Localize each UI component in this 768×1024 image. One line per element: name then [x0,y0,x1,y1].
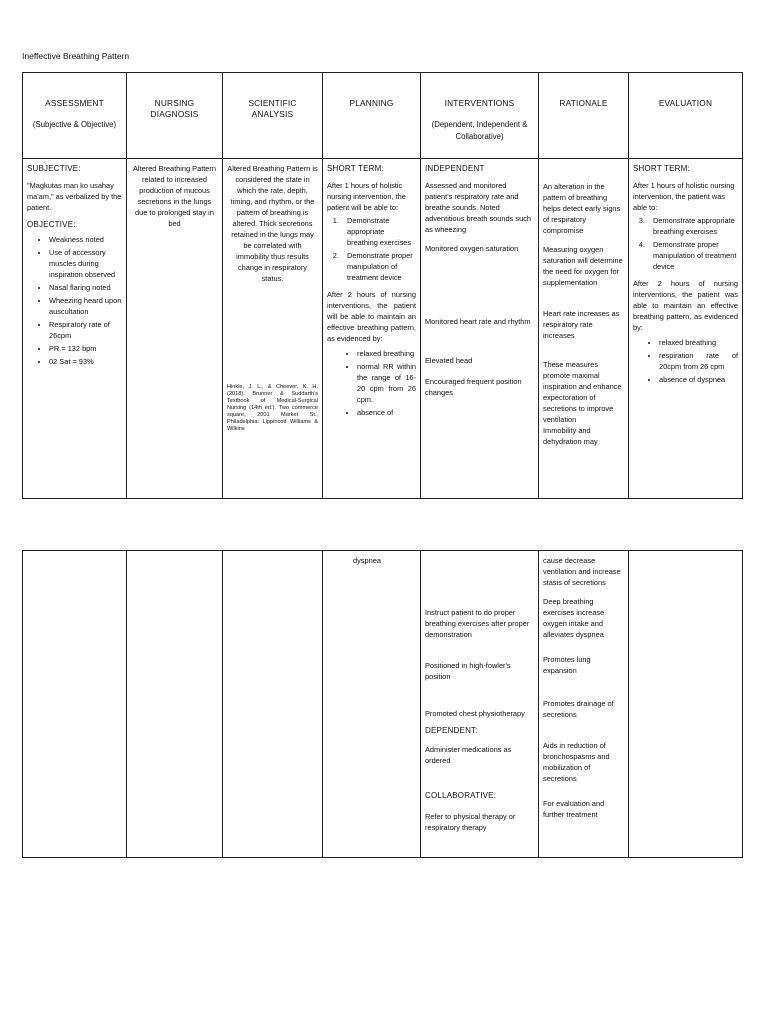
list-item: 1. Demonstrate appropriate breathing exercises [341,215,416,248]
list-item: 2. Demonstrate proper manipulation of treatment device [341,250,416,283]
rationale-item: For evaluation and further treatment [543,799,605,819]
header-planning: PLANNING [323,73,421,159]
analysis-cell [223,159,323,499]
planning-short-list [327,215,416,283]
intervention-item: Encouraged frequent position changes [425,377,522,397]
subjective-text: "Magkutas man ko usahay ma'am," as verbalized by the patient. [27,181,122,212]
planning-long-intro: After 2 hours of nursing interventions, the patient will be able to maintain an effective breathing pattern, as evidenced by: [327,290,416,343]
rationale-item: Promotes lung expansion [543,655,591,675]
planning-continued: dyspnea [353,556,381,565]
evaluation-long-intro: After 2 hours of nursing interventions, the patient was able to maintain an effective breathing pattern, as evidenced by: [633,279,738,332]
list-item: • Nasal flaring noted [49,282,122,293]
content-row [23,159,743,499]
rationale-item: These measures promote maximal inspiration and enhance expectoration of secretions to improve ventilation [543,360,622,424]
assessment-cell [23,551,127,858]
rationale-item: Measuring oxygen saturation will determine the need for oxygen for supplementation [543,245,623,287]
list-item: • absence of dyspnea [659,374,738,385]
evaluation-long-list [633,337,738,385]
care-plan-table [22,72,743,499]
intervention-item: Positioned in high-fowler's position [425,661,511,681]
intervention-item: Monitored oxygen saturation [425,244,519,253]
analysis-text: Altered Breathing Pattern is considered the state in which the rate, depth, timing, and rhythm, or the pattern of breathing is altered. Thick secretions retained in the lungs may be correlated with immobility thus results change in respiratory status. [227,164,318,283]
list-item: • PR = 132 bpm [49,343,122,354]
rationale-cell [539,551,629,858]
analysis-cell [223,551,323,858]
rationale-cell [539,159,629,499]
header-interventions: INTERVENTIONS (Dependent, Independent & Collaborative) [421,73,539,159]
rationale-item: Aids in reduction of bronchospasms and mobilization of secretions [543,741,610,783]
diagnosis-cell [127,159,223,499]
interventions-cell [421,551,539,858]
list-item: • Respiratory rate of 26cpm [49,319,122,341]
rationale-item: Heart rate increases as respiratory rate increases [543,309,620,340]
header-assessment: ASSESSMENT (Subjective & Objective) [23,73,127,159]
list-item: • Wheezing heard upon auscultation [49,295,122,317]
collaborative-label: COLLABORATIVE: [425,791,497,800]
rationale-item: cause decrease ventilation and increase stasis of secretions [543,556,621,587]
planning-cell [323,551,421,858]
content-row [23,551,743,858]
diagnosis-text: Altered Breathing Pattern related to increased production of mucous secretions in the lungs due to prolonged stay in bed [133,164,216,228]
subjective-label: SUBJECTIVE: [27,164,81,173]
rationale-item: An alteration in the pattern of breathing helps detect early signs of respiratory compromise [543,182,621,235]
planning-short-label: SHORT TERM: [327,164,384,173]
interventions-cell [421,159,539,499]
header-rationale: RATIONALE [539,73,629,159]
dependent-label: DEPENDENT: [425,726,478,735]
intervention-item: Promoted chest physiotherapy [425,709,525,718]
evaluation-short-intro: After 1 hours of holistic nursing intervention, the patient was able to: [633,181,735,212]
list-item: • respiration rate of 20cpm from 26 cpm [659,350,738,372]
intervention-item: Assessed and monitored patient's respiratory rate and breathe sounds. Noted adventitious breath sounds such as wheezing [425,181,532,234]
header-diagnosis: NURSING DIAGNOSIS [127,73,223,159]
list-item: • normal RR within the range of 16-20 cpm from 26 cpm. [357,361,416,405]
rationale-item: Deep breathing exercises increase oxygen intake and alleviates dyspnea [543,597,605,639]
diagnosis-cell [127,551,223,858]
independent-label: INDEPENDENT [425,164,485,173]
planning-cell [323,159,421,499]
rationale-item: Immobility and dehydration may [543,426,598,446]
evaluation-cell [629,159,743,499]
intervention-item: Monitored heart rate and rhythm [425,317,531,326]
intervention-item: Administer medications as ordered [425,745,512,765]
list-item: • Use of accessory muscles during inspiration observed [49,247,122,280]
header-analysis: SCIENTIFIC ANALYSIS [223,73,323,159]
evaluation-short-list [633,215,738,272]
header-row [23,73,743,159]
rationale-item: Promotes drainage of secretions [543,699,614,719]
list-item: 3. Demonstrate appropriate breathing exercises [647,215,738,237]
intervention-item: Instruct patient to do proper breathing exercises after proper demonstration [425,608,530,639]
evaluation-cell [629,551,743,858]
assessment-cell [23,159,127,499]
document-title: Ineffective Breathing Pattern [22,51,130,61]
intervention-item: Elevated head [425,356,473,365]
list-item: • relaxed breathing [659,337,738,348]
planning-short-intro: After 1 hours of holistic nursing intervention, the patient will be able to: [327,181,406,212]
list-item: • absence of [357,407,416,418]
objective-list [27,234,122,367]
list-item: 4. Demonstrate proper manipulation of treatment device [647,239,738,272]
evaluation-short-label: SHORT TERM: [633,164,690,173]
planning-long-list [327,348,416,418]
analysis-reference: Hinkle, J. L., & Cheever, K. H. (2018). Brunner & Suddarth's Textbook of Medical-Surgical Nursing (14th ed.). Two commerce square, 2001 Market St., Philadelphia: Lippincott Williams & Wilkins [227,384,318,432]
intervention-item: Refer to physical therapy or respiratory therapy [425,812,516,832]
care-plan-table-continued [22,550,743,858]
header-evaluation: EVALUATION [629,73,743,159]
list-item: • Weakness noted [49,234,122,245]
list-item: • 02 Sat = 93% [49,356,122,367]
objective-label: OBJECTIVE: [27,220,76,229]
list-item: • relaxed breathing [357,348,416,359]
